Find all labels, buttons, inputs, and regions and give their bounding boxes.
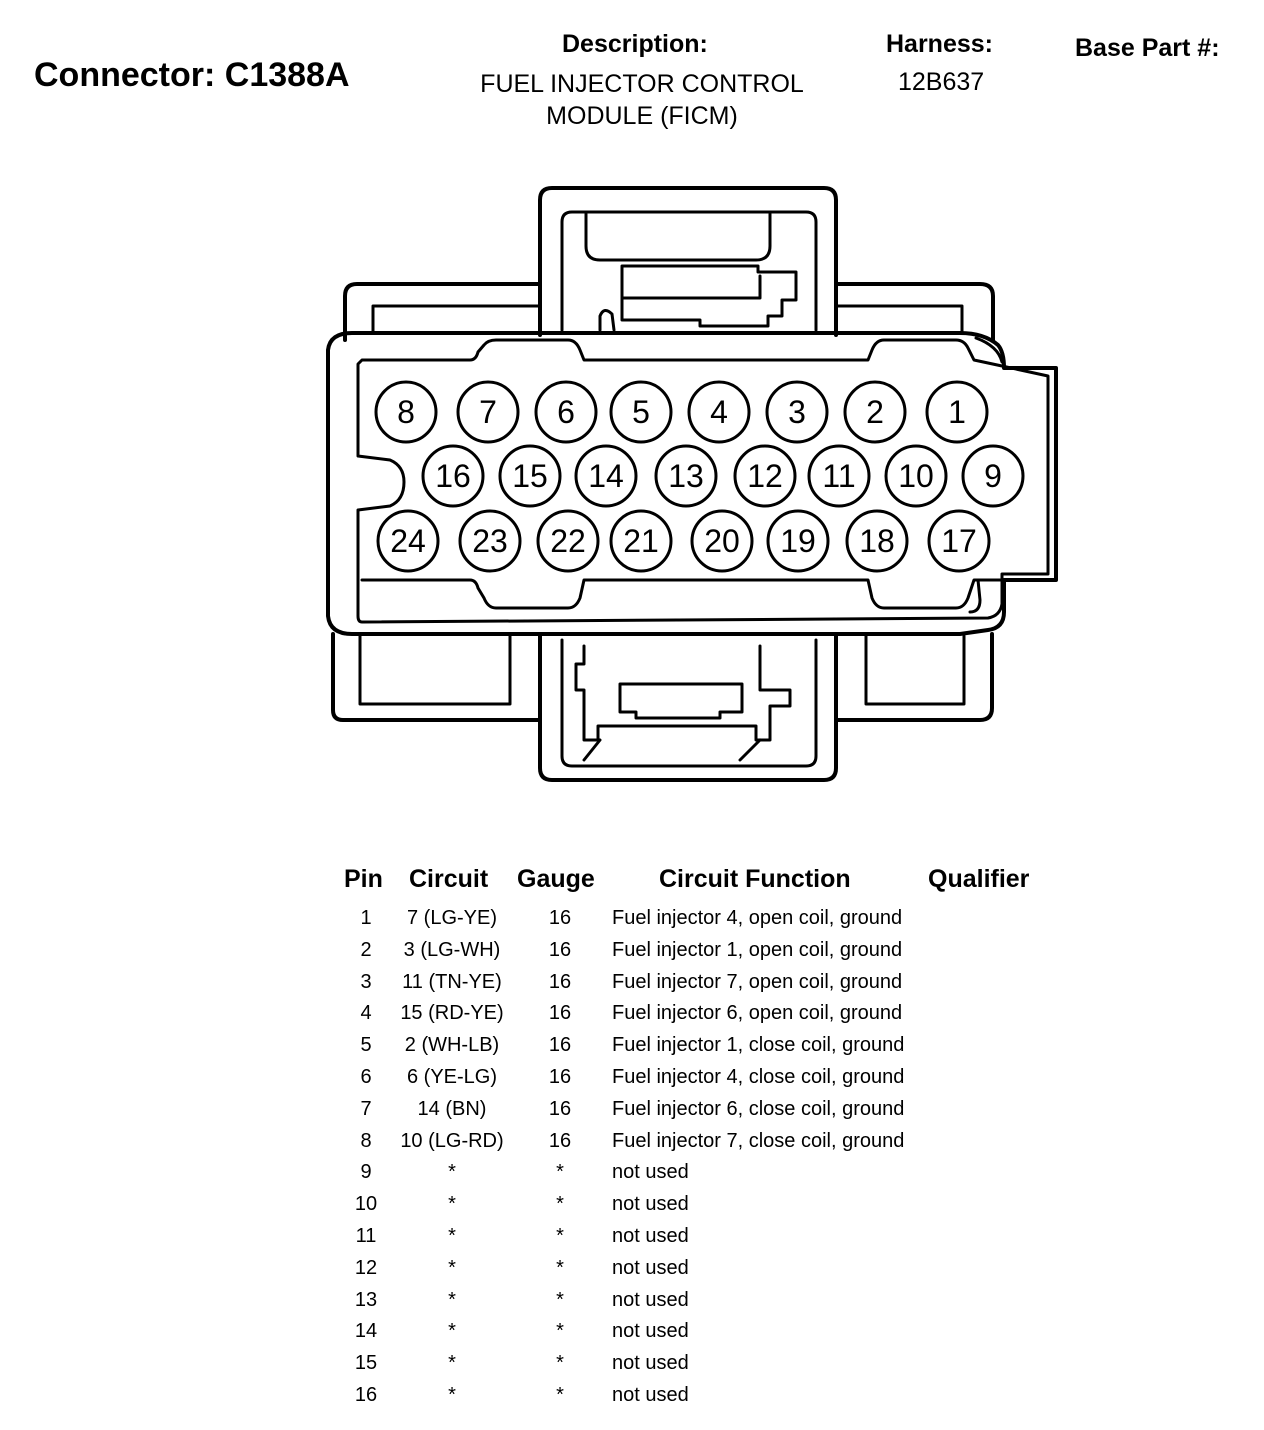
gauge-cell: 16	[548, 938, 572, 961]
gauge-cell: *	[556, 1384, 564, 1406]
gauge-cell: 16	[548, 1066, 572, 1088]
pin-5	[611, 382, 671, 442]
circuit-function-cell: not used	[612, 1288, 689, 1311]
circuit-cell: *	[448, 1161, 456, 1184]
pin-9	[963, 446, 1023, 506]
harness-label: Harness:	[886, 30, 993, 58]
pin-number: 19	[780, 523, 816, 559]
pin-number: 21	[623, 523, 659, 559]
pin-cell: 11	[355, 1225, 377, 1247]
pin-number: 3	[788, 394, 806, 430]
pin-number: 20	[704, 523, 740, 559]
bottom-latch	[540, 636, 836, 780]
pin-24	[378, 511, 438, 571]
pin-cell: 3	[360, 970, 372, 993]
table-row	[0, 1130, 1264, 1162]
connector-title: Connector: C1388A	[34, 56, 350, 94]
circuit-cell: *	[448, 1352, 456, 1375]
gauge-cell: 16	[548, 907, 572, 929]
pin-11	[809, 446, 869, 506]
pin-17	[929, 511, 989, 571]
pin-21	[611, 511, 671, 571]
pin-cell: 9	[360, 1161, 372, 1184]
pin-cell: 14	[354, 1320, 378, 1343]
gauge-cell: 16	[548, 1002, 572, 1025]
pin-cell: 12	[354, 1256, 378, 1279]
gauge-cell: *	[556, 1288, 564, 1311]
pin-19	[768, 511, 828, 571]
base-part-label: Base Part #:	[1075, 34, 1220, 62]
pin-layer	[376, 382, 1023, 571]
column-header-gauge: Gauge	[517, 865, 595, 893]
pin-number: 24	[390, 523, 426, 559]
gauge-cell: *	[556, 1256, 564, 1279]
gauge-cell: 16	[548, 1034, 572, 1057]
pin-cell: 16	[354, 1384, 378, 1406]
pin-number: 8	[397, 394, 415, 430]
pin-23	[460, 511, 520, 571]
description-label: Description:	[562, 30, 708, 58]
bottom-feet	[333, 634, 992, 720]
circuit-cell: 7 (LG-YE)	[406, 907, 498, 929]
circuit-function-cell: Fuel injector 6, open coil, ground	[612, 1002, 903, 1025]
pin-16	[423, 446, 483, 506]
pin-22	[538, 511, 598, 571]
pin-number: 17	[941, 523, 977, 559]
pin-number: 18	[859, 523, 895, 559]
pin-cell: 10	[354, 1193, 378, 1216]
table-row	[0, 1320, 1264, 1352]
pin-2	[845, 382, 905, 442]
pin-number: 1	[948, 394, 966, 430]
circuit-cell: *	[448, 1288, 456, 1311]
table-row	[0, 1384, 1264, 1416]
circuit-cell: *	[448, 1320, 456, 1343]
table-row	[0, 971, 1264, 1003]
pin-number: 5	[632, 394, 650, 430]
column-header-circuit: Circuit	[409, 865, 489, 893]
pin-1	[927, 382, 987, 442]
pin-number: 2	[866, 394, 884, 430]
pin-cell: 4	[360, 1002, 372, 1025]
pin-cell: 8	[360, 1129, 372, 1152]
circuit-function-cell: not used	[612, 1352, 689, 1375]
circuit-cell: 15 (RD-YE)	[400, 1002, 504, 1025]
circuit-cell: 2 (WH-LB)	[404, 1034, 500, 1057]
circuit-cell: *	[448, 1384, 456, 1406]
circuit-cell: 11 (TN-YE)	[402, 970, 502, 993]
column-header-qualifier: Qualifier	[928, 865, 1030, 893]
pin-cell: 2	[360, 938, 372, 961]
pin-cell: 7	[360, 1097, 372, 1120]
pin-number: 12	[747, 458, 783, 494]
circuit-function-cell: not used	[612, 1320, 689, 1343]
circuit-cell: 10 (LG-RD)	[400, 1129, 504, 1152]
circuit-function-cell: Fuel injector 7, open coil, ground	[612, 970, 903, 993]
circuit-function-cell: Fuel injector 1, open coil, ground	[612, 938, 903, 961]
table-row	[0, 1193, 1264, 1225]
pin-10	[886, 446, 946, 506]
pin-number: 14	[588, 458, 624, 494]
column-header-pin: Pin	[344, 865, 383, 893]
table-row	[0, 1098, 1264, 1130]
pin-14	[576, 446, 636, 506]
pin-15	[500, 446, 560, 506]
table-row	[0, 939, 1264, 971]
harness-value: 12B637	[898, 68, 985, 96]
table-row	[0, 1257, 1264, 1289]
table-row	[0, 1161, 1264, 1193]
pin-number: 13	[668, 458, 704, 494]
gauge-cell: *	[556, 1320, 564, 1343]
pin-7	[458, 382, 518, 442]
circuit-function-cell: not used	[612, 1193, 689, 1216]
circuit-function-cell: Fuel injector 4, open coil, ground	[612, 907, 903, 929]
table-row	[0, 907, 1264, 939]
pin-cell: 13	[354, 1288, 378, 1311]
pin-cell: 1	[360, 907, 372, 929]
pin-number: 15	[512, 458, 548, 494]
circuit-function-cell: Fuel injector 1, close coil, ground	[612, 1034, 905, 1057]
gauge-cell: 16	[548, 1097, 572, 1120]
pin-20	[692, 511, 752, 571]
pin-number: 11	[822, 458, 856, 494]
circuit-cell: *	[448, 1256, 456, 1279]
table-row	[0, 1002, 1264, 1034]
gauge-cell: *	[556, 1352, 564, 1375]
circuit-cell: 6 (YE-LG)	[406, 1066, 498, 1088]
column-header-circuit-function: Circuit Function	[659, 865, 851, 893]
circuit-function-cell: not used	[612, 1256, 689, 1279]
table-row	[0, 1352, 1264, 1384]
gauge-cell: 16	[548, 970, 572, 993]
pin-number: 10	[898, 458, 934, 494]
gauge-cell: 16	[548, 1129, 572, 1152]
pin-number: 22	[550, 523, 586, 559]
gauge-cell: *	[556, 1225, 564, 1247]
pin-8	[376, 382, 436, 442]
gauge-cell: *	[556, 1193, 564, 1216]
pin-number: 7	[479, 394, 497, 430]
pin-number: 16	[435, 458, 471, 494]
circuit-cell: 14 (BN)	[417, 1097, 487, 1120]
pin-number: 6	[557, 394, 575, 430]
pin-cell: 6	[360, 1066, 372, 1088]
circuit-function-cell: Fuel injector 7, close coil, ground	[612, 1129, 905, 1152]
pin-cell: 5	[360, 1034, 372, 1057]
circuit-function-cell: not used	[612, 1384, 689, 1406]
top-latch	[540, 188, 836, 335]
pin-4	[689, 382, 749, 442]
circuit-function-cell: not used	[612, 1161, 689, 1184]
pin-number: 4	[710, 394, 728, 430]
pin-3	[767, 382, 827, 442]
circuit-function-cell: not used	[612, 1225, 689, 1247]
circuit-cell: *	[448, 1225, 456, 1247]
pin-18	[847, 511, 907, 571]
description-line: MODULE (FICM)	[546, 102, 738, 130]
circuit-function-cell: Fuel injector 4, close coil, ground	[612, 1066, 905, 1088]
pin-13	[656, 446, 716, 506]
table-row	[0, 1066, 1264, 1098]
table-row	[0, 1289, 1264, 1321]
circuit-function-cell: Fuel injector 6, close coil, ground	[612, 1097, 905, 1120]
circuit-cell: 3 (LG-WH)	[403, 938, 501, 961]
description-line: FUEL INJECTOR CONTROL	[480, 70, 804, 98]
pin-cell: 15	[354, 1352, 378, 1375]
circuit-cell: *	[448, 1193, 456, 1216]
gauge-cell: *	[556, 1161, 564, 1184]
pin-6	[536, 382, 596, 442]
pin-number: 23	[472, 523, 508, 559]
table-row	[0, 1225, 1264, 1257]
pin-number: 9	[984, 458, 1002, 494]
table-row	[0, 1034, 1264, 1066]
pin-12	[735, 446, 795, 506]
